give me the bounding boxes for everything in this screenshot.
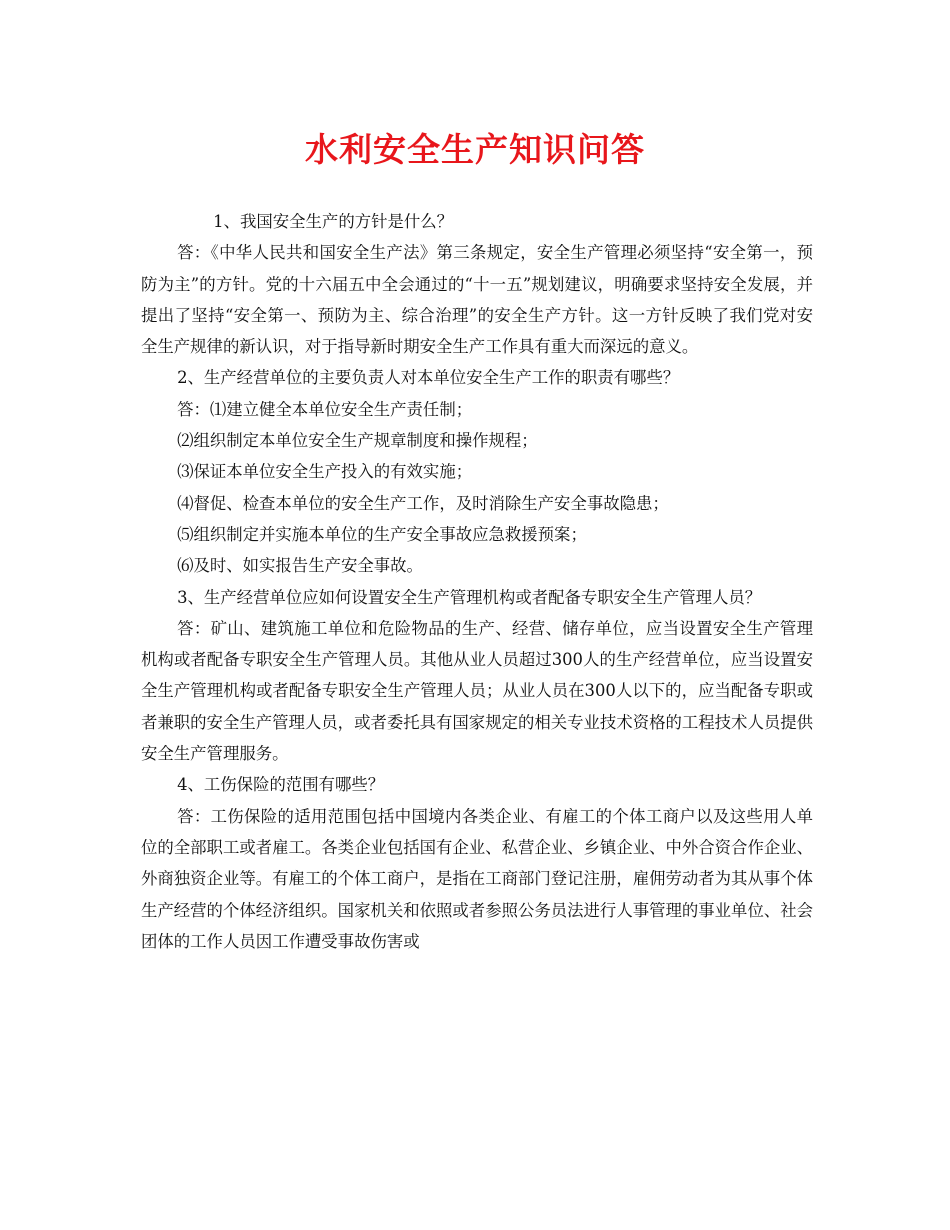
question-4: 4、工伤保险的范围有哪些？ [177, 775, 385, 795]
question-1: 1、我国安全生产的方针是什么？ [213, 212, 454, 231]
answer-2-item-1: 答：⑴建立健全本单位安全生产责任制； [177, 399, 473, 419]
answer-1: 答：《中华人民共和国安全生产法》第三条规定，安全生产管理必须坚持“安全第一，预防为主”的方针。党的十六届五中全会通过的“十一五”规划建议，明确要求坚持安全发展，并提出了坚持“安全第一、预防为主、综合治理”的安全生产方针。这一方针反映了我们党对安全生产规律的新认识，对于指导新时期安全生产工作具有重大而深远的意义。 [141, 243, 813, 357]
document-body [141, 206, 813, 957]
answer-4: 答：工伤保险的适用范围包括中国境内各类企业、有雇工的个体工商户以及这些用人单位的全部职工或者雇工。各类企业包括国有企业、私营企业、乡镇企业、中外合资合作企业、外商独资企业等。有雇工的个体工商户，是指在工商部门登记注册，雇佣劳动者为其从事个体生产经营的个体经济组织。国家机关和依照或者参照公务员法进行人事管理的事业单位、社会团体的工作人员因工作遭受事故伤害或 [141, 806, 814, 951]
answer-2-item-5: ⑸组织制定并实施本单位的生产安全事故应急救援预案； [177, 524, 587, 544]
document-title: 水利安全生产知识问答 [305, 130, 645, 169]
answer-2-item-3: ⑶保证本单位安全生产投入的有效实施； [177, 462, 473, 482]
question-3: 3、生产经营单位应如何设置安全生产管理机构或者配备专职安全生产管理人员？ [177, 587, 762, 607]
answer-2-item-6: ⑹及时、如实报告生产安全事故。 [177, 556, 423, 576]
question-2: 2、生产经营单位的主要负责人对本单位安全生产工作的职责有哪些？ [177, 368, 680, 388]
answer-2-item-2: ⑵组织制定本单位安全生产规章制度和操作规程； [177, 431, 538, 451]
answer-3: 答：矿山、建筑施工单位和危险物品的生产、经营、储存单位，应当设置安全生产管理机构或者配备专职安全生产管理人员。其他从业人员超过300人的生产经营单位，应当设置安全生产管理机构或者配备专职安全生产管理人员；从业人员在300人以下的，应当配备专职或者兼职的安全生产管理人员，或者委托具有国家规定的相关专业技术资格的工程技术人员提供安全生产管理服务。 [141, 618, 814, 764]
answer-2-item-4: ⑷督促、检查本单位的安全生产工作，及时消除生产安全事故隐患； [177, 493, 669, 513]
